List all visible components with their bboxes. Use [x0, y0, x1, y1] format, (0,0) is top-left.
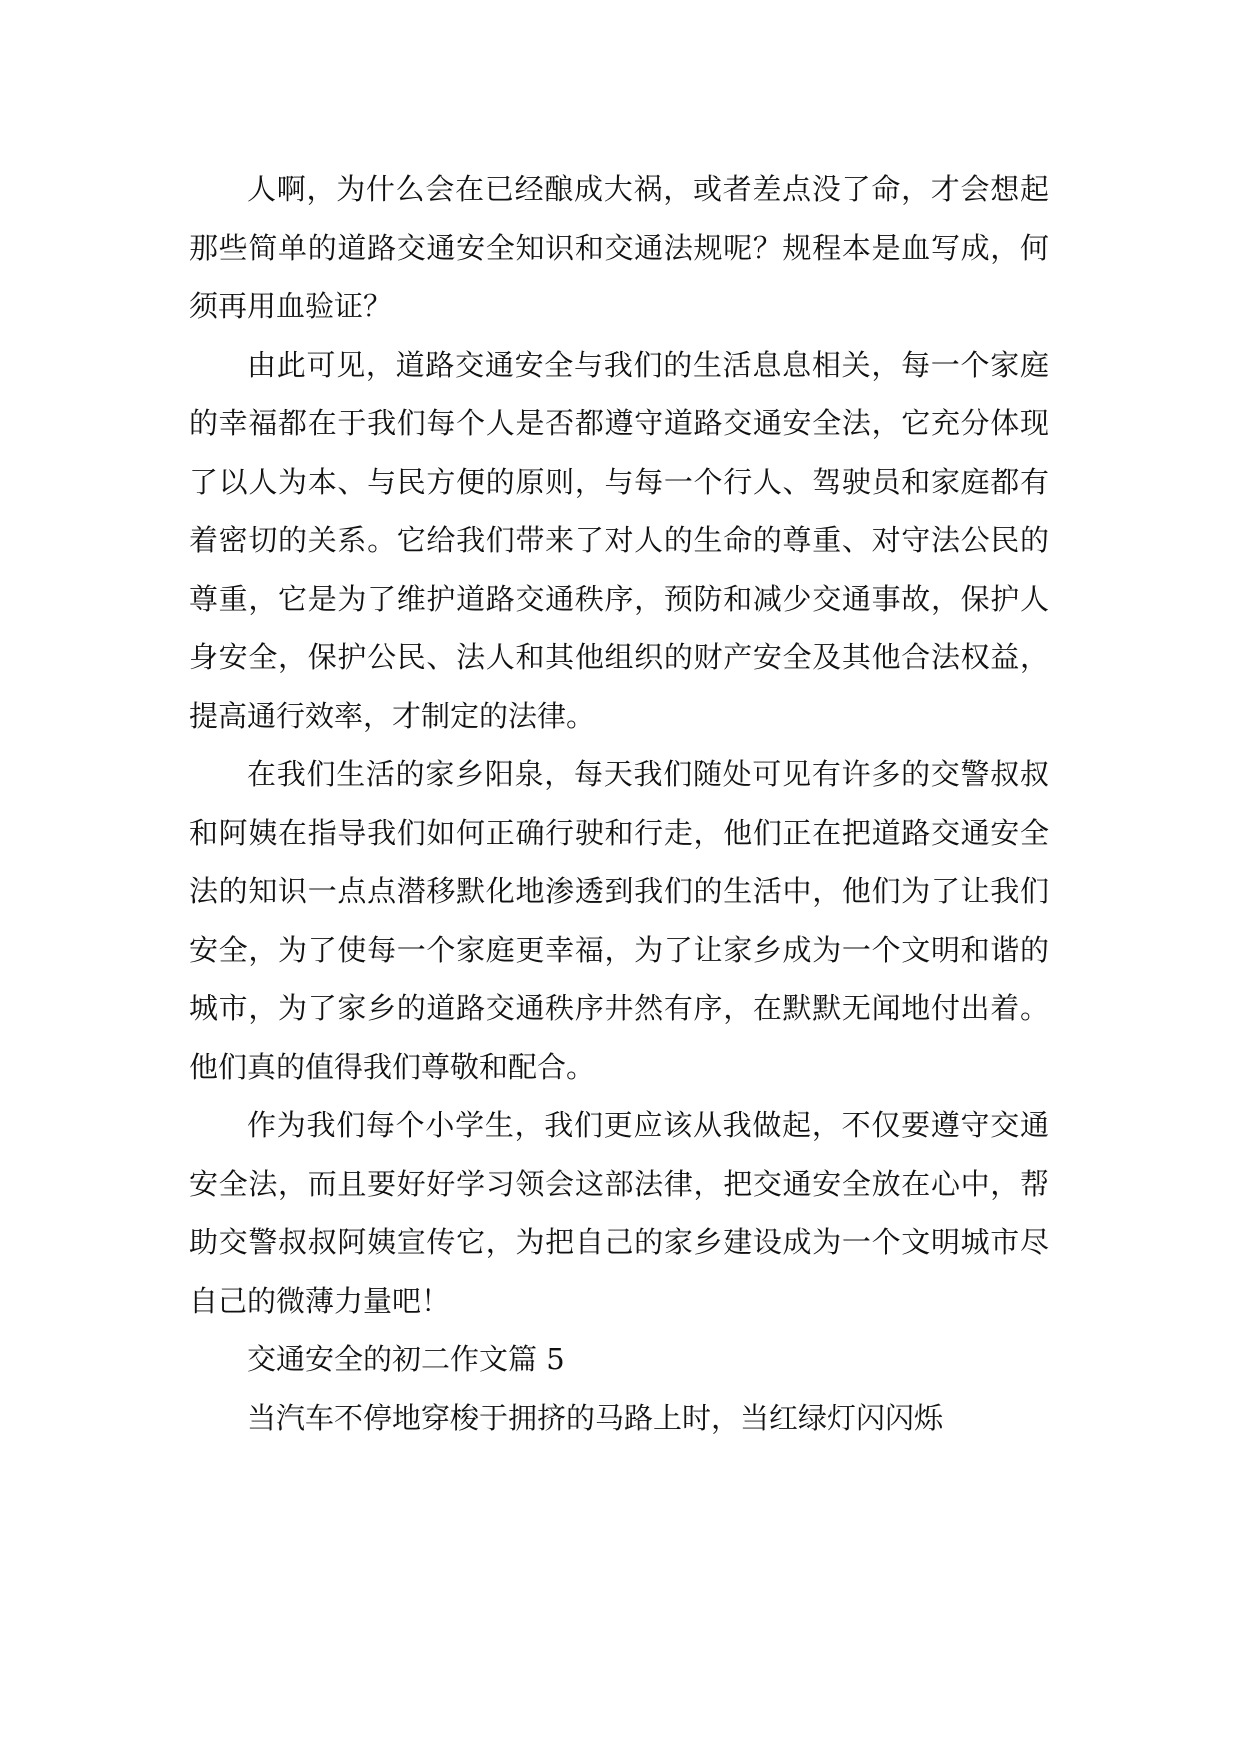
section-heading: 交通安全的初二作文篇 5 [247, 1342, 565, 1376]
document-body [189, 160, 1049, 1447]
paragraph-5: 当汽车不停地穿梭于拥挤的马路上时，当红绿灯闪闪烁 [247, 1400, 944, 1435]
paragraph-1: 人啊，为什么会在已经酿成大祸，或者差点没了命，才会想起那些简单的道路交通安全知识和交通法规呢？规程本是血写成，何须再用血验证？ [189, 172, 1049, 323]
paragraph-4: 作为我们每个小学生，我们更应该从我做起，不仅要遵守交通安全法，而且要好好学习领会这部法律，把交通安全放在心中，帮助交警叔叔阿姨宣传它，为把自己的家乡建设成为一个文明城市尽自己的微薄力量吧！ [189, 1108, 1049, 1318]
paragraph-2: 由此可见，道路交通安全与我们的生活息息相关，每一个家庭的幸福都在于我们每个人是否都遵守道路交通安全法，它充分体现了以人为本、与民方便的原则，与每一个行人、驾驶员和家庭都有着密切的关系。它给我们带来了对人的生命的尊重、对守法公民的尊重，它是为了维护道路交通秩序，预防和减少交通事故，保护人身安全，保护公民、法人和其他组织的财产安全及其他合法权益，提高通行效率，才制定的法律。 [189, 347, 1049, 733]
paragraph-3: 在我们生活的家乡阳泉，每天我们随处可见有许多的交警叔叔和阿姨在指导我们如何正确行驶和行走，他们正在把道路交通安全法的知识一点点潜移默化地渗透到我们的生活中，他们为了让我们安全，为了使每一个家庭更幸福，为了让家乡成为一个文明和谐的城市，为了家乡的道路交通秩序井然有序，在默默无闻地付出着。他们真的值得我们尊敬和配合。 [189, 757, 1049, 1084]
